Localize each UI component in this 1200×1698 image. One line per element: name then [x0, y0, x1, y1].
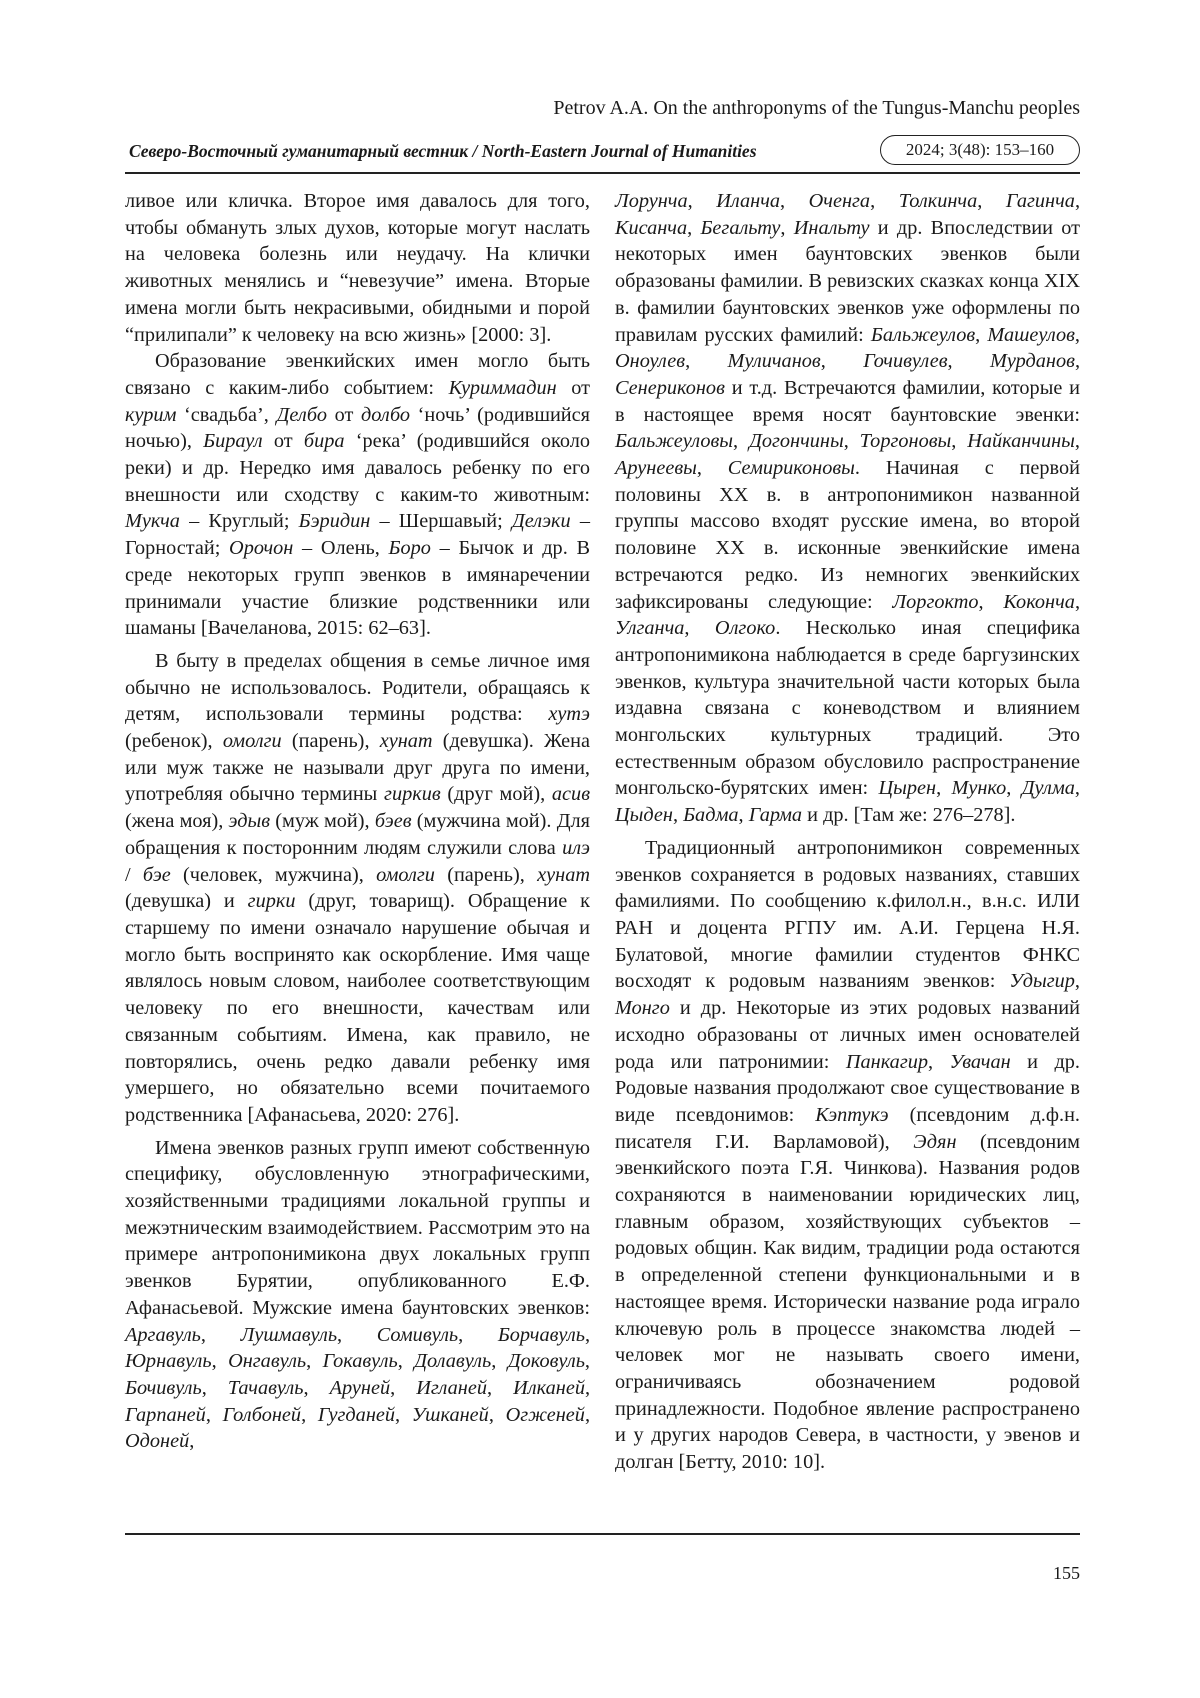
header-rule [125, 172, 1080, 174]
issue-badge: 2024; 3(48): 153–160 [880, 135, 1080, 165]
paragraph: ливое или кличка. Второе имя давалось для того, чтобы обмануть злых духов, которые могут наслать на человека болезнь или неудачу. На клички животных менялись и “невезучие” имена. Вторые имена могли быть некрасивыми, обидными и порой “прилипали” к человеку на всю жизнь» [2000: 3]. [125, 190, 590, 346]
paragraph: В быту в пределах общения в семье личное имя обычно не использовалось. Родители, обращаясь к детям, использовали термины родства: хутэ (ребенок), омолги (парень), хунат (девушка). Жена или муж также не называли друг друга по имени, употребляя обычно термины гиркив (друг мой), асив (жена моя), эдыв (муж мой), бэев (мужчина мой). Для обращения к посторонним людям служили слова илэ / бэе (человек, мужчина), омолги (парень), хунат (девушка) и гирки (друг, товарищ). Обращение к старшему по имени означало нарушение обычая и могло быть воспринято как оскорбление. Имя чаще являлось новым словом, наиболее соответствующим человеку по его внешности, качествам или связанным событиям. Имена, как правило, не повторялись, очень редко давали ребенку имя умершего, но обязательно всеми почитаемого родственника [Афанасьева, 2020: 276]. [125, 649, 591, 1126]
page-number: 155 [1053, 1563, 1080, 1583]
paragraph: Имена эвенков разных групп имеют собственную специфику, обусловленную этнографическими, хозяйственными традициями локальной группы и межэтническим взаимодействием. Рассмотрим это на примере антропонимикона двух локальных групп эвенков Бурятии, опубликованного Е.Ф. Афанасьевой. Мужские имена баунтовских эвенков: Аргавуль, Лушмавуль, Сомивуль, Борчавуль, Юрнавуль, Онгавуль, Гокавуль, Долавуль, Доковуль, Бочивуль, Тачавуль, Аруней, Игланей, Илканей, Гарпаней, Голбоней, Гугданей, Ушканей, Огженей, Одоней, [125, 1136, 591, 1453]
journal-line [125, 135, 1080, 169]
paragraph: Образование эвенкийских имен могло быть связано с каким-либо событием: Куриммадин от курим ‘свадьба’, Делбо от долбо ‘ночь’ (родившийся ночью), Бираул от бира ‘река’ (родившийся около реки) и др. Нередко имя давалось ребенку по его внешности или сходству с каким-то животным: Мукча – Круглый; Бэридин – Шершавый; Делэки – Горностай; Орочон – Олень, Боро – Бычок и др. В среде некоторых групп эвенков в имянаречении принимали участие близкие родственники или шаманы [Вачеланова, 2015: 62–63]. [125, 350, 591, 640]
right-column [615, 188, 1080, 1476]
journal-title: Северо-Восточный гуманитарный вестник / North-Eastern Journal of Humanities [129, 141, 757, 161]
paragraph: Традиционный антропонимикон современных эвенков сохраняется в родовых названиях, ставших фамилиями. По сообщению к.филол.н., в.н.с. ИЛИ РАН и доцента РГПУ им. А.И. Герцена Н.Я. Булатовой, многие фамилии студентов ФНКС восходят к родовым названиям эвенков: Удыгир, Монго и др. Некоторые из этих родовых названий исходно образованы от личных имен основателей рода или патронимии: Панкагир, Увачан и др. Родовые названия продолжают свое существование в виде псевдонимов: Кэптукэ (псевдоним д.ф.н. писателя Г.И. Варламовой), Эдян (псевдоним эвенкийского поэта Г.Я. Чинкова). Названия родов сохраняются в наименовании юридических лиц, главным образом, хозяйствующих субъектов – родовых общин. Как видим, традиции рода остаются в определенной степени функциональными и в настоящее время. Исторически название рода играло ключевую роль в процессе знакомства людей – человек мог не называть своего имени, ограничиваясь обозначением родовой принадлежности. Подобное явление распространено и у других народов Севера, в частности, у эвенов и долган [Бетту, 2010: 10]. [615, 836, 1080, 1474]
left-column [125, 188, 590, 1455]
running-title: Petrov A.A. On the anthroponyms of the Tungus-Manchu peoples [553, 97, 1080, 119]
footer-rule [125, 1533, 1080, 1535]
paragraph: Лорунча, Иланча, Оченга, Толкинча, Гагинча, Кисанча, Бегальту, Инальту и др. Впоследствии от некоторых имен баунтовских эвенков были образованы фамилии. В ревизских сказках конца XIX в. фамилии баунтовских эвенков уже оформлены по правилам русских фамилий: Бальжеулов, Машеулов, Оноулев, Муличанов, Гочивулев, Мурданов, Сенериконов и т.д. Встречаются фамилии, которые и в настоящее время носят баунтовские эвенки: Бальжеуловы, Догончины, Торгоновы, Найканчины, Арунеевы, Семириконовы. Начиная с первой половины XX в. в антропонимикон названной группы массово входят русские имена, во второй половине XX в. исконные эвенкийские имена встречаются редко. Из немногих эвенкийских зафиксированы следующие: Лоргокто, Кокончa, Улганча, Олгоко. Несколько иная специфика антропонимикона наблюдается в среде баргузинских эвенков, культура значительной части которых была издавна связана с коневодством и влиянием монгольских культурных традиций. Это естественным образом обусловило распространение монгольско-бурятских имен: Цырен, Мунко, Дулма, Цыден, Бадма, Гарма и др. [Там же: 276–278]. [615, 190, 1081, 827]
